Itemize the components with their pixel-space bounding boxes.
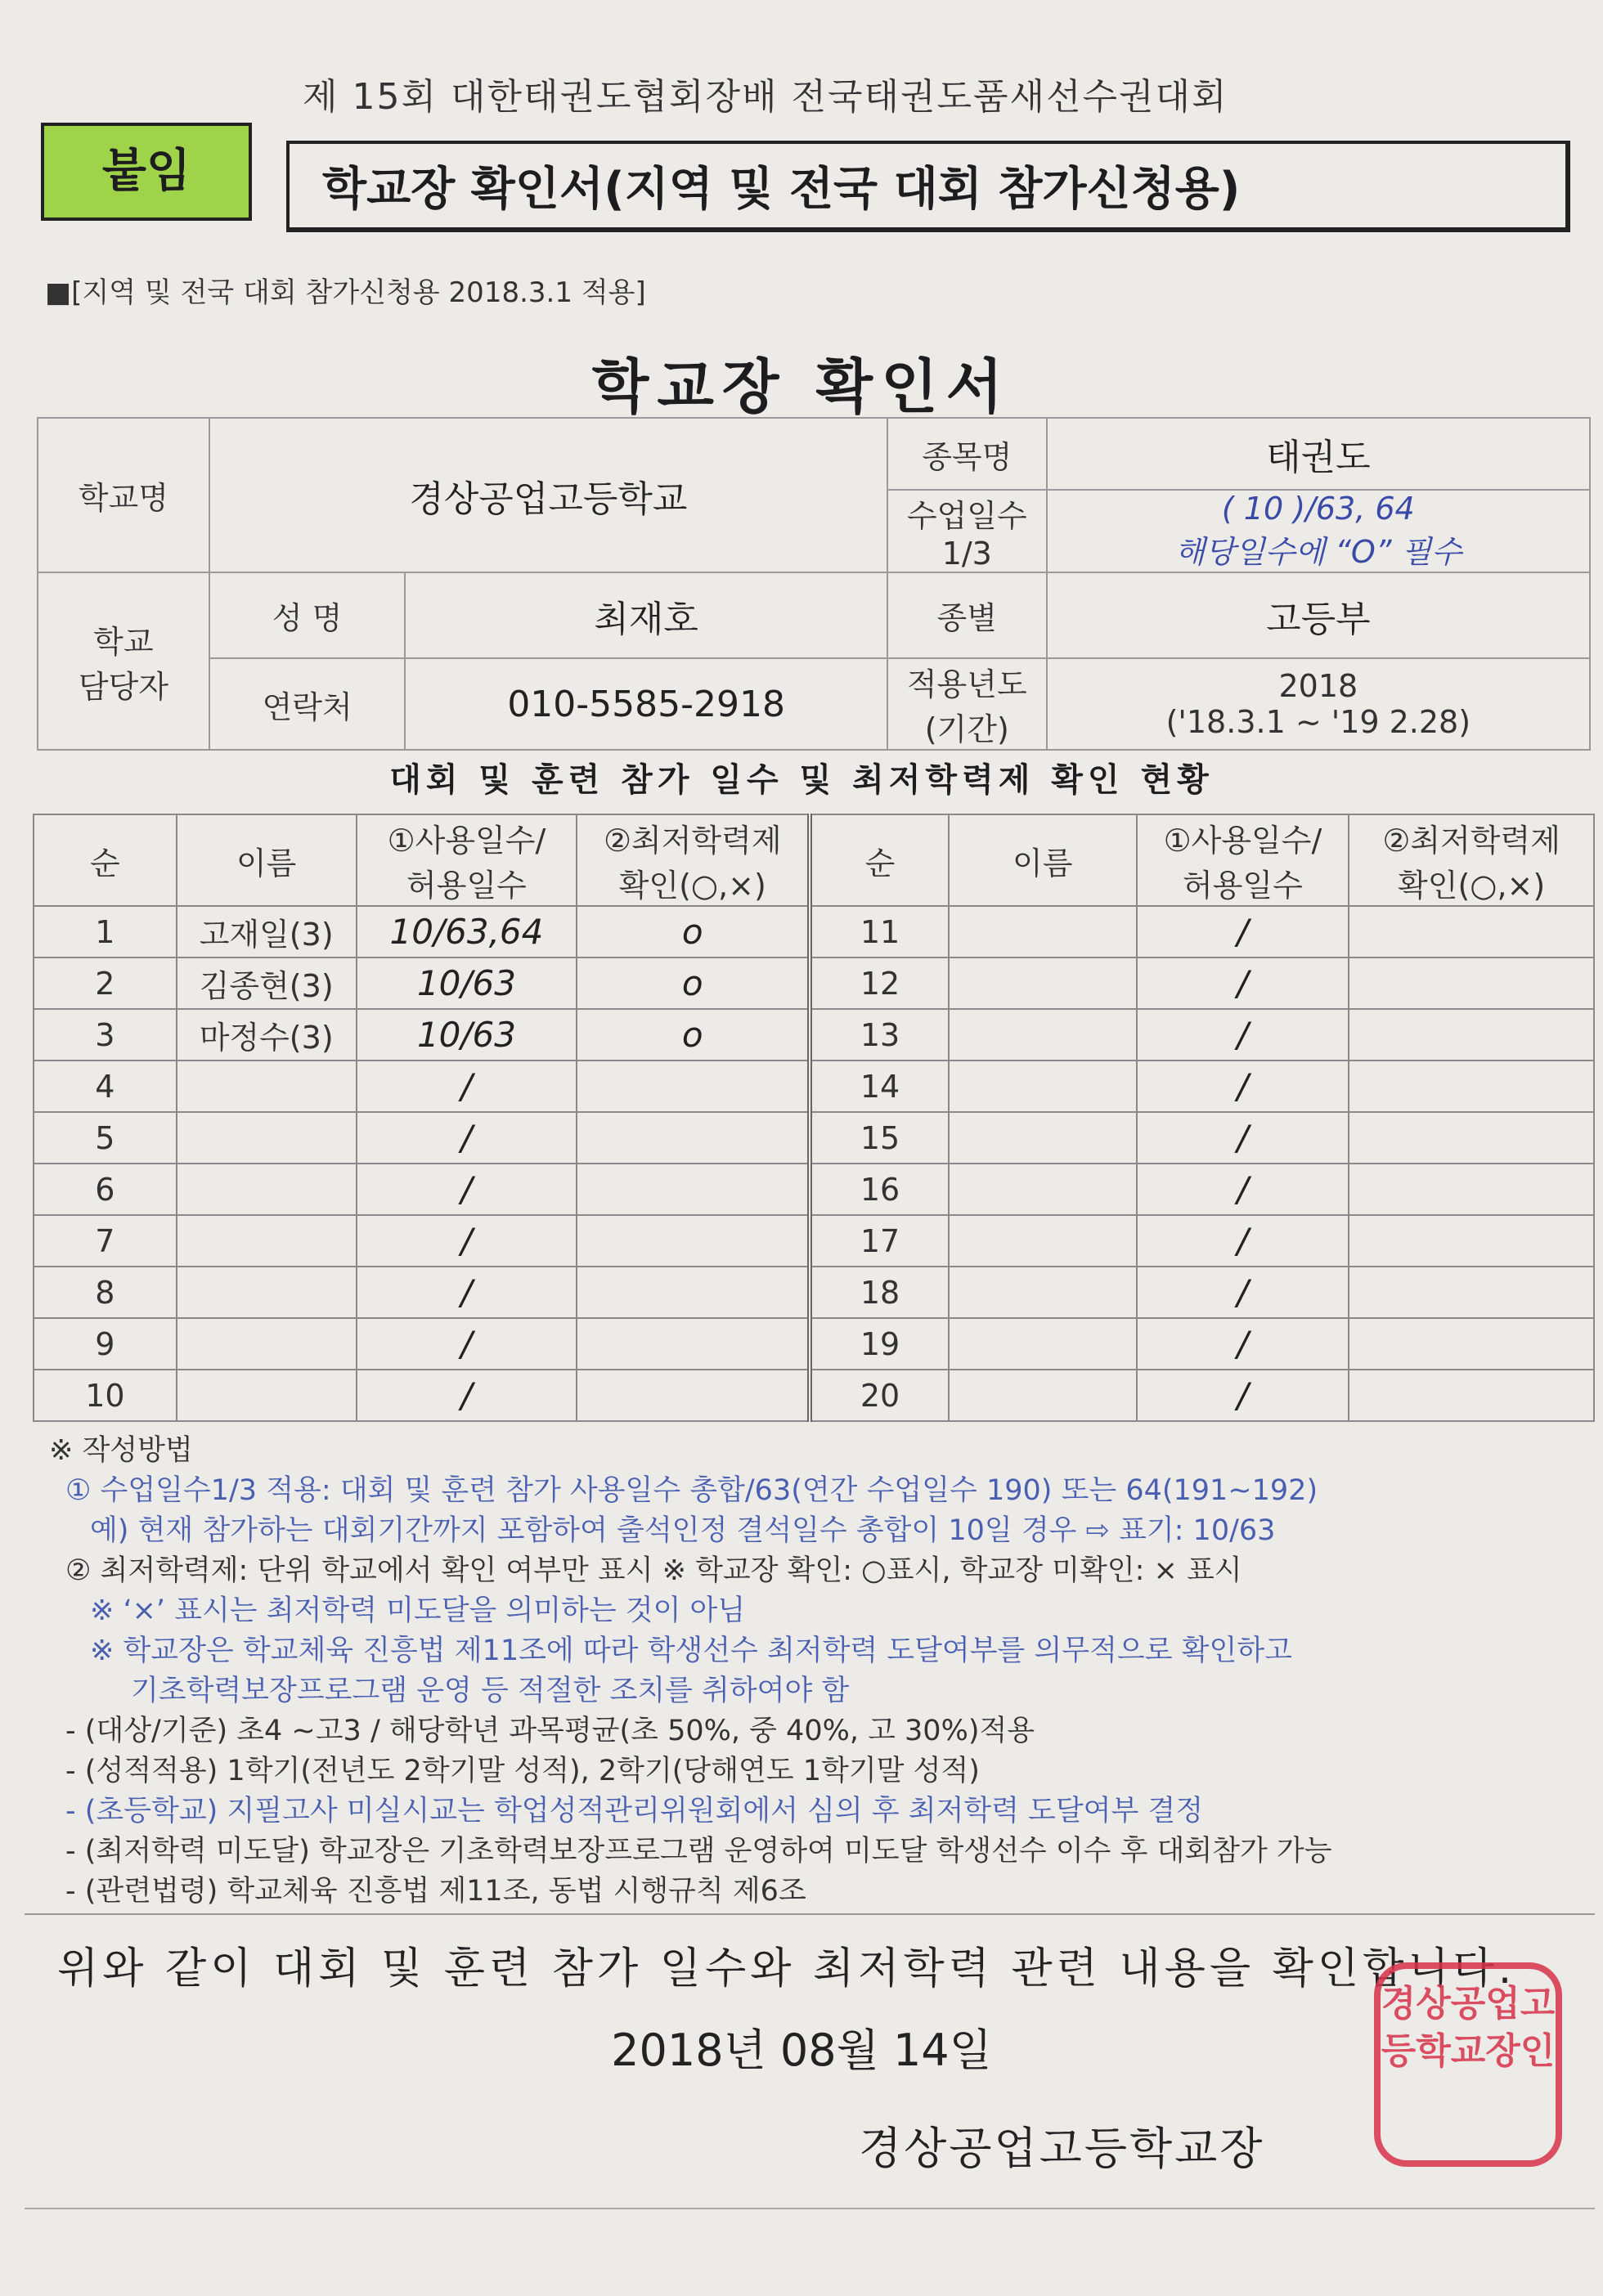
row-days-right: / [1137, 1061, 1349, 1112]
row-name [177, 1318, 357, 1370]
row-name [177, 1215, 357, 1267]
issue-date: 2018년 08월 14일 [611, 2025, 992, 2076]
official-seal-stamp: 경상공업고등학교장인 [1374, 1962, 1562, 2167]
class-days-note: 해당일수에 “O” 필수 [1174, 534, 1462, 570]
division-value: 고등부 [1047, 572, 1590, 658]
row-name: 김종현(3) [177, 957, 357, 1009]
row-name [177, 1061, 357, 1112]
row-days: / [357, 1370, 577, 1421]
sport-label: 종목명 [887, 418, 1047, 490]
row-min-right [1349, 1061, 1594, 1112]
row-days: 10/63 [357, 1009, 577, 1061]
row-no-right: 12 [810, 957, 949, 1009]
row-name [177, 1112, 357, 1164]
row-days-right: / [1137, 906, 1349, 957]
table-row [34, 1318, 1594, 1370]
name-value: 최재호 [405, 572, 887, 658]
row-days-right: / [1137, 1370, 1349, 1421]
row-days-right: / [1137, 1164, 1349, 1215]
section-title: 대회 및 훈련 참가 일수 및 최저학력제 확인 현황 [389, 761, 1214, 799]
row-days: / [357, 1318, 577, 1370]
divider-line [25, 1913, 1595, 1915]
row-no: 6 [34, 1164, 177, 1215]
row-days-right: / [1137, 1318, 1349, 1370]
row-name: 마정수(3) [177, 1009, 357, 1061]
row-min-right [1349, 957, 1594, 1009]
row-no: 1 [34, 906, 177, 957]
row-min: o [577, 957, 810, 1009]
row-no-right: 15 [810, 1112, 949, 1164]
row-no: 8 [34, 1267, 177, 1318]
row-no-right: 13 [810, 1009, 949, 1061]
row-no: 2 [34, 957, 177, 1009]
col-header-days-right-line1: ①사용일수/ [1163, 823, 1322, 859]
row-name-right [949, 1370, 1137, 1421]
header-title-box: 학교장 확인서(지역 및 전국 대회 참가신청용) [286, 141, 1570, 232]
table-row [34, 906, 1594, 957]
year-label-line2: (기간) [924, 711, 1009, 747]
row-no-right: 19 [810, 1318, 949, 1370]
row-min [577, 1164, 810, 1215]
row-days-right: / [1137, 957, 1349, 1009]
row-no-right: 20 [810, 1370, 949, 1421]
manager-label-line2: 담당자 [78, 668, 168, 705]
class-days-value: ( 10 )/63, 64 [1221, 491, 1415, 527]
row-days: / [357, 1112, 577, 1164]
row-no-right: 11 [810, 906, 949, 957]
row-days-right: / [1137, 1112, 1349, 1164]
row-min-right [1349, 906, 1594, 957]
row-name-right [949, 957, 1137, 1009]
method-line: - (초등학교) 지필고사 미실시교는 학업성적관리위원회에서 심의 후 최저학력 도달여부 결정 [65, 1795, 1204, 1827]
row-min-right [1349, 1112, 1594, 1164]
row-min-right [1349, 1267, 1594, 1318]
sport-value: 태권도 [1047, 418, 1590, 490]
table-row [34, 1267, 1594, 1318]
col-header-days-right [1137, 814, 1349, 906]
contact-value: 010-5585-2918 [405, 658, 887, 750]
table-row [34, 1061, 1594, 1112]
method-line: - (관련법령) 학교체육 진흥법 제11조, 동법 시행규칙 제6조 [65, 1875, 806, 1908]
subtitle-note: ■[지역 및 전국 대회 참가신청용 2018.3.1 적용] [45, 276, 646, 309]
year-label [887, 658, 1047, 750]
col-header-min-right-line2: 확인(○,×) [1398, 868, 1546, 904]
row-no-right: 16 [810, 1164, 949, 1215]
year-label-line1: 적용년도 [906, 666, 1027, 702]
row-min-right [1349, 1164, 1594, 1215]
row-min-right [1349, 1370, 1594, 1421]
row-min [577, 1112, 810, 1164]
col-header-min-line2: 확인(○,×) [618, 868, 766, 904]
row-days-right: / [1137, 1009, 1349, 1061]
row-no-right: 18 [810, 1267, 949, 1318]
bottom-divider-line [25, 2208, 1595, 2209]
principal-name: 경상공업고등학교장 [859, 2123, 1265, 2174]
col-header-name: 이름 [177, 814, 357, 906]
class-days-label-line2: 1/3 [941, 536, 992, 572]
method-line: - (성적적용) 1학기(전년도 2학기말 성적), 2학기(당해연도 1학기말 성적) [65, 1755, 980, 1787]
col-header-min-right [1349, 814, 1594, 906]
method-line: ② 최저학력제: 단위 학교에서 확인 여부만 표시 ※ 학교장 확인: ○표시, 학교장 미확인: × 표시 [65, 1554, 1242, 1587]
row-days: 10/63 [357, 957, 577, 1009]
table-row [34, 1164, 1594, 1215]
method-line: ※ ‘×’ 표시는 최저학력 미도달을 의미하는 것이 아님 [90, 1594, 746, 1627]
row-name-right [949, 1164, 1137, 1215]
contact-label: 연락처 [209, 658, 406, 750]
year-period: ('18.3.1 ~ '19 2.28) [1165, 704, 1471, 740]
col-header-no-right: 순 [810, 814, 949, 906]
manager-label-line1: 학교 [93, 623, 154, 660]
col-header-name-right: 이름 [949, 814, 1137, 906]
row-name-right [949, 1061, 1137, 1112]
row-name-right [949, 906, 1137, 957]
row-min [577, 1215, 810, 1267]
row-name [177, 1370, 357, 1421]
method-line: 기초학력보장프로그램 운영 등 적절한 조치를 취하여야 함 [131, 1675, 850, 1707]
row-days-right: / [1137, 1267, 1349, 1318]
col-header-days-line2: 허용일수 [406, 868, 527, 904]
table-row [34, 1370, 1594, 1421]
class-days-label [887, 490, 1047, 572]
row-days: / [357, 1061, 577, 1112]
year-value-cell [1047, 658, 1590, 750]
row-min [577, 1267, 810, 1318]
method-line: - (대상/기준) 초4 ~고3 / 해당학년 과목평균(초 50%, 중 40%, 고 30%)적용 [65, 1715, 1035, 1747]
table-row [34, 957, 1594, 1009]
row-no-right: 17 [810, 1215, 949, 1267]
row-no: 7 [34, 1215, 177, 1267]
row-min [577, 1318, 810, 1370]
row-no: 3 [34, 1009, 177, 1061]
participation-table [33, 814, 1595, 1422]
method-line: 예) 현재 참가하는 대회기간까지 포함하여 출석인정 결석일수 총합이 10일 경우 ⇨ 표기: 10/63 [90, 1514, 1276, 1547]
row-min: o [577, 906, 810, 957]
col-header-min-line1: ②최저학력제 [603, 823, 782, 859]
row-name-right [949, 1112, 1137, 1164]
row-no: 4 [34, 1061, 177, 1112]
row-min-right [1349, 1215, 1594, 1267]
year-value: 2018 [1278, 668, 1358, 704]
row-min [577, 1370, 810, 1421]
row-days: / [357, 1267, 577, 1318]
col-header-days-right-line2: 허용일수 [1183, 868, 1303, 904]
col-header-days-line1: ①사용일수/ [387, 823, 546, 859]
name-label: 성 명 [209, 572, 406, 658]
table-row [34, 1215, 1594, 1267]
row-name [177, 1164, 357, 1215]
document-title: 학교장 확인서 [591, 352, 1012, 421]
col-header-min [577, 814, 810, 906]
participation-table-body [34, 906, 1594, 1421]
division-label: 종별 [887, 572, 1047, 658]
row-days: / [357, 1215, 577, 1267]
row-no: 9 [34, 1318, 177, 1370]
attach-badge: 붙임 [41, 123, 252, 221]
row-name: 고재일(3) [177, 906, 357, 957]
table-row [34, 1009, 1594, 1061]
row-days-right: / [1137, 1215, 1349, 1267]
row-min: o [577, 1009, 810, 1061]
row-min [577, 1061, 810, 1112]
method-lines [49, 1471, 1595, 1912]
event-title: 제 15회 대한태권도협회장배 전국태권도품새선수권대회 [303, 76, 1228, 118]
row-days: 10/63,64 [357, 906, 577, 957]
method-heading: ※ 작성방법 [49, 1434, 193, 1467]
confirmation-statement: 위와 같이 대회 및 훈련 참가 일수와 최저학력 관련 내용을 확인합니다. [57, 1944, 1516, 1993]
method-line: ※ 학교장은 학교체육 진흥법 제11조에 따라 학생선수 최저학력 도달여부를 의무적으로 확인하고 [90, 1635, 1292, 1667]
table-row [34, 1112, 1594, 1164]
row-no: 5 [34, 1112, 177, 1164]
row-no-right: 14 [810, 1061, 949, 1112]
row-name [177, 1267, 357, 1318]
row-name-right [949, 1318, 1137, 1370]
row-min-right [1349, 1009, 1594, 1061]
writing-method-section [49, 1431, 1595, 1912]
class-days-label-line1: 수업일수 [906, 498, 1027, 534]
school-info-table [37, 417, 1591, 751]
col-header-min-right-line1: ②최저학력제 [1382, 823, 1560, 859]
row-name-right [949, 1215, 1137, 1267]
row-name-right [949, 1267, 1137, 1318]
school-name: 경상공업고등학교 [209, 418, 887, 572]
method-line: ① 수업일수1/3 적용: 대회 및 훈련 참가 사용일수 총합/63(연간 수업일수 190) 또는 64(191~192) [65, 1474, 1318, 1507]
class-days-value-cell [1047, 490, 1590, 572]
method-line: - (최저학력 미도달) 학교장은 기초학력보장프로그램 운영하여 미도달 학생선수 이수 후 대회참가 가능 [65, 1835, 1332, 1868]
row-no: 10 [34, 1370, 177, 1421]
col-header-days [357, 814, 577, 906]
row-min-right [1349, 1318, 1594, 1370]
row-name-right [949, 1009, 1137, 1061]
school-label: 학교명 [38, 418, 209, 572]
manager-label [38, 572, 209, 750]
col-header-no: 순 [34, 814, 177, 906]
row-days: / [357, 1164, 577, 1215]
